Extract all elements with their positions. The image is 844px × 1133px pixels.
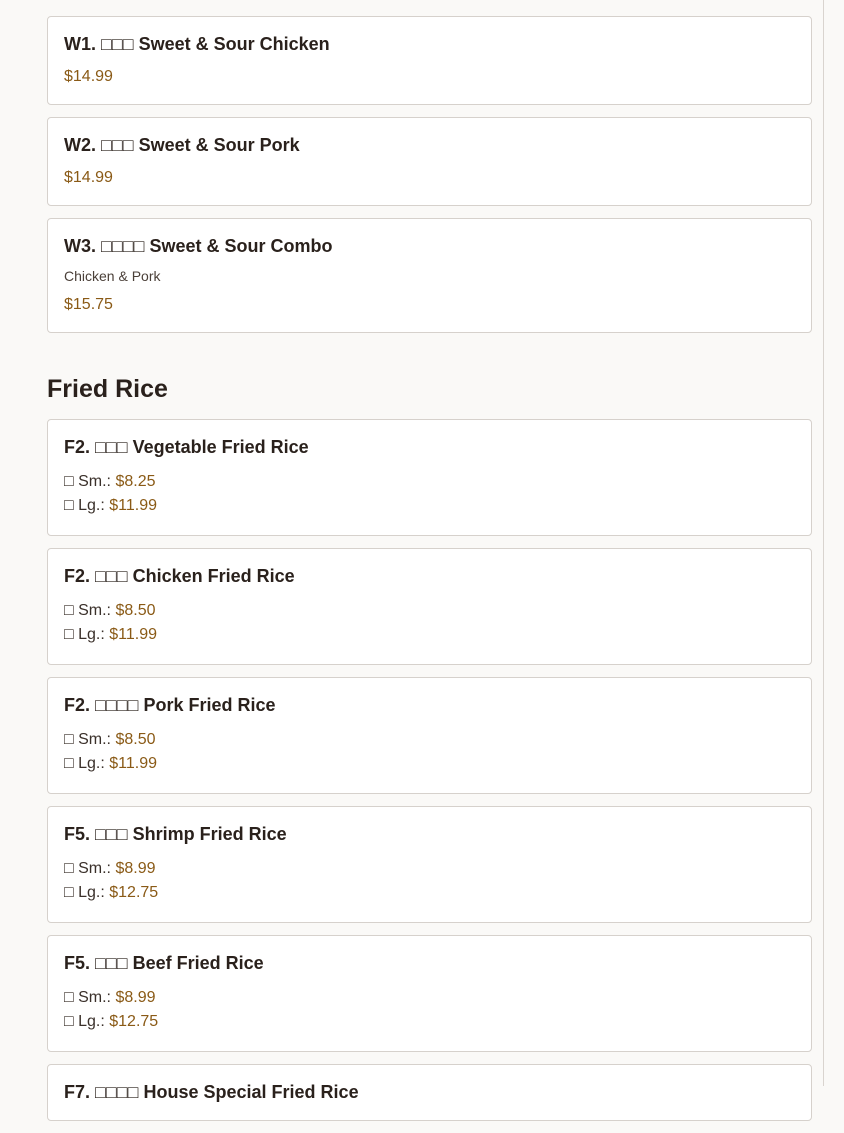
item-name: F7. □□□□ House Special Fried Rice <box>64 1082 359 1102</box>
menu-item-card[interactable] <box>47 419 812 536</box>
item-description: Chicken & Pork <box>64 268 161 284</box>
section-title-fried-rice: Fried Rice <box>47 375 168 403</box>
size-row-large <box>64 1010 795 1034</box>
size-row-small <box>64 728 795 752</box>
size-label-small: □ Sm.: <box>64 860 111 877</box>
size-price-list <box>64 728 795 776</box>
menu-item-card[interactable] <box>47 806 812 923</box>
menu-item-card[interactable] <box>47 1064 812 1121</box>
size-label-large: □ Lg.: <box>64 1013 105 1030</box>
menu-item-card[interactable] <box>47 677 812 794</box>
menu-item-card[interactable] <box>47 16 812 105</box>
size-label-large: □ Lg.: <box>64 626 105 643</box>
size-row-small <box>64 986 795 1010</box>
item-price: $14.99 <box>64 169 113 186</box>
size-row-small <box>64 599 795 623</box>
size-price-list <box>64 599 795 647</box>
size-label-small: □ Sm.: <box>64 602 111 619</box>
menu-item-card[interactable] <box>47 935 812 1052</box>
size-price-list <box>64 986 795 1034</box>
large-price: $11.99 <box>109 626 157 643</box>
size-row-small <box>64 470 795 494</box>
large-price: $12.75 <box>109 1013 159 1030</box>
item-name: W1. □□□ Sweet & Sour Chicken <box>64 34 330 54</box>
size-row-large <box>64 881 795 905</box>
small-price: $8.25 <box>115 473 156 490</box>
size-label-large: □ Lg.: <box>64 884 105 901</box>
item-name: F2. □□□ Vegetable Fried Rice <box>64 437 309 457</box>
menu-item-card[interactable] <box>47 117 812 206</box>
item-price: $14.99 <box>64 68 113 85</box>
size-row-large <box>64 494 795 518</box>
small-price: $8.50 <box>115 602 156 619</box>
small-price: $8.50 <box>115 731 156 748</box>
size-price-list <box>64 470 795 518</box>
size-label-small: □ Sm.: <box>64 731 111 748</box>
large-price: $12.75 <box>109 884 159 901</box>
page-divider <box>823 0 824 1086</box>
size-price-list <box>64 857 795 905</box>
item-name: F2. □□□ Chicken Fried Rice <box>64 566 295 586</box>
item-name: W2. □□□ Sweet & Sour Pork <box>64 135 300 155</box>
size-label-large: □ Lg.: <box>64 497 105 514</box>
size-label-small: □ Sm.: <box>64 989 111 1006</box>
menu-content <box>47 16 812 1133</box>
size-row-small <box>64 857 795 881</box>
item-name: F5. □□□ Beef Fried Rice <box>64 953 264 973</box>
menu-item-card[interactable] <box>47 218 812 333</box>
size-label-small: □ Sm.: <box>64 473 111 490</box>
size-row-large <box>64 623 795 647</box>
item-name: F2. □□□□ Pork Fried Rice <box>64 695 276 715</box>
large-price: $11.99 <box>109 755 157 772</box>
small-price: $8.99 <box>115 860 156 877</box>
small-price: $8.99 <box>115 989 156 1006</box>
item-price: $15.75 <box>64 296 113 313</box>
size-row-large <box>64 752 795 776</box>
item-name: W3. □□□□ Sweet & Sour Combo <box>64 236 333 256</box>
item-name: F5. □□□ Shrimp Fried Rice <box>64 824 287 844</box>
large-price: $11.99 <box>109 497 157 514</box>
size-label-large: □ Lg.: <box>64 755 105 772</box>
menu-item-card[interactable] <box>47 548 812 665</box>
